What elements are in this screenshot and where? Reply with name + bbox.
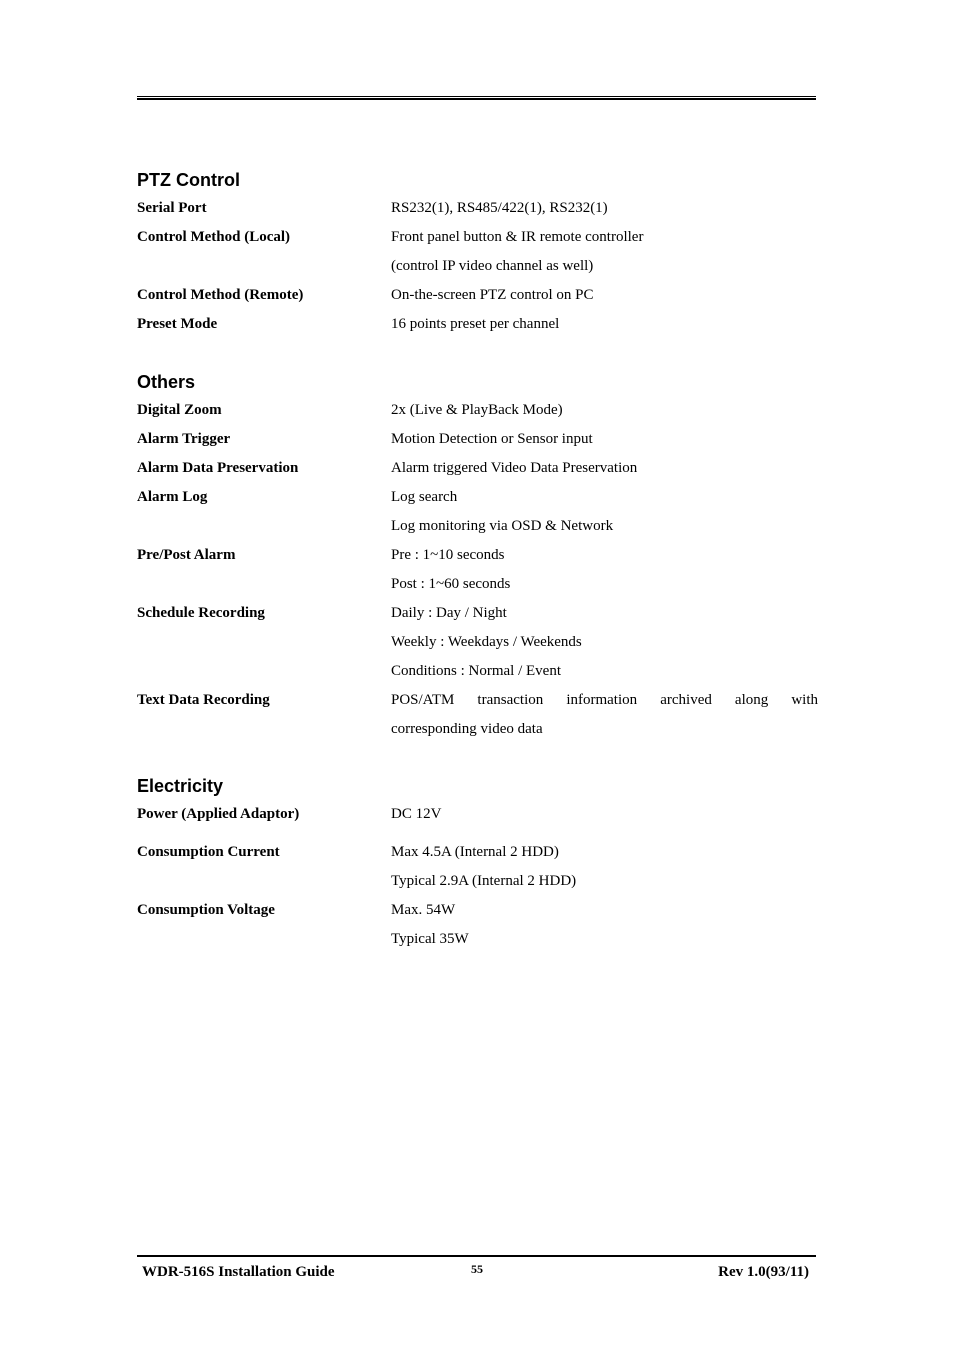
spec-value [391, 425, 818, 454]
footer-document-title: WDR-516S Installation Guide [142, 1264, 335, 1280]
spec-label: Serial Port [137, 200, 207, 216]
spec-label: Schedule Recording [137, 605, 265, 621]
spec-value-line: 2x (Live & PlayBack Mode) [391, 402, 563, 418]
header-rule-thin [137, 96, 816, 97]
spec-value [391, 541, 818, 599]
spec-label: Alarm Trigger [137, 431, 231, 447]
spec-value [391, 838, 818, 896]
spec-value-line: Weekly : Weekdays / Weekends [391, 634, 582, 650]
spec-value-line: 16 points preset per channel [391, 316, 560, 332]
spec-value-line: DC 12V [391, 806, 442, 822]
spec-row-consumption-voltage [137, 896, 818, 954]
spec-value-line: Log search [391, 489, 458, 505]
spec-value-line: (control IP video channel as well) [391, 258, 594, 274]
spec-row-alarm-data-preservation [137, 454, 818, 483]
footer-page-number: 55 [471, 1262, 483, 1276]
spec-value-line: Max. 54W [391, 902, 456, 918]
spec-value-line: Pre : 1~10 seconds [391, 547, 505, 563]
spec-value [391, 454, 818, 483]
spec-row-schedule-recording [137, 599, 818, 686]
section-ptz-control [137, 169, 818, 339]
spec-row-power-applied-adaptor [137, 800, 818, 829]
section-title: PTZ Control [137, 170, 240, 190]
spec-value [391, 599, 818, 686]
spec-value-line: POS/ATM transaction information archived along with [391, 692, 818, 708]
spec-value [391, 800, 818, 829]
spec-label: Text Data Recording [137, 692, 270, 708]
spec-label: Control Method (Local) [137, 229, 291, 245]
spec-row-control-method-remote [137, 281, 818, 310]
spec-row-control-method-local [137, 223, 818, 281]
spec-value-line: Daily : Day / Night [391, 605, 507, 621]
spec-label: Consumption Current [137, 844, 280, 860]
spec-value-line: Typical 2.9A (Internal 2 HDD) [391, 873, 577, 889]
spec-value-line: Motion Detection or Sensor input [391, 431, 593, 447]
section-others [137, 371, 818, 744]
spec-value-line: Log monitoring via OSD & Network [391, 518, 614, 534]
spec-value-line: Max 4.5A (Internal 2 HDD) [391, 844, 559, 860]
spec-label: Alarm Data Preservation [137, 460, 299, 476]
section-electricity [137, 775, 818, 954]
spec-row-digital-zoom [137, 396, 818, 425]
spec-value-line: Typical 35W [391, 931, 469, 947]
spec-value [391, 194, 818, 223]
footer-rule [137, 1255, 816, 1257]
spec-row-preset-mode [137, 310, 818, 339]
spec-value [391, 223, 818, 281]
section-title: Others [137, 372, 196, 392]
spec-row-text-data-recording [137, 686, 818, 744]
spec-label: Alarm Log [137, 489, 208, 505]
spec-row-serial-port [137, 194, 818, 223]
spec-value-line: Post : 1~60 seconds [391, 576, 511, 592]
spec-row-consumption-current [137, 838, 818, 896]
spec-label: Digital Zoom [137, 402, 222, 418]
spec-value-line: On-the-screen PTZ control on PC [391, 287, 594, 303]
spec-value [391, 281, 818, 310]
spec-label: Preset Mode [137, 316, 218, 332]
spec-value-line: RS232(1), RS485/422(1), RS232(1) [391, 200, 608, 216]
spec-value [391, 396, 818, 425]
spec-value-line: Alarm triggered Video Data Preservation [391, 460, 638, 476]
spec-row-pre-post-alarm [137, 541, 818, 599]
spec-row-alarm-trigger [137, 425, 818, 454]
spec-value [391, 310, 818, 339]
spec-value-line: corresponding video data [391, 721, 543, 737]
spec-label: Consumption Voltage [137, 902, 275, 918]
spec-row-alarm-log [137, 483, 818, 541]
footer-revision: Rev 1.0(93/11) [718, 1264, 809, 1280]
spec-label: Power (Applied Adaptor) [137, 806, 300, 822]
spec-value-line: Conditions : Normal / Event [391, 663, 561, 679]
spec-value [391, 686, 818, 744]
header-rule-thick [137, 98, 816, 100]
section-title: Electricity [137, 776, 224, 796]
spec-value [391, 483, 818, 541]
spec-value [391, 896, 818, 954]
spec-value-line: Front panel button & IR remote controller [391, 229, 644, 245]
spec-label: Control Method (Remote) [137, 287, 304, 303]
spec-label: Pre/Post Alarm [137, 547, 236, 563]
